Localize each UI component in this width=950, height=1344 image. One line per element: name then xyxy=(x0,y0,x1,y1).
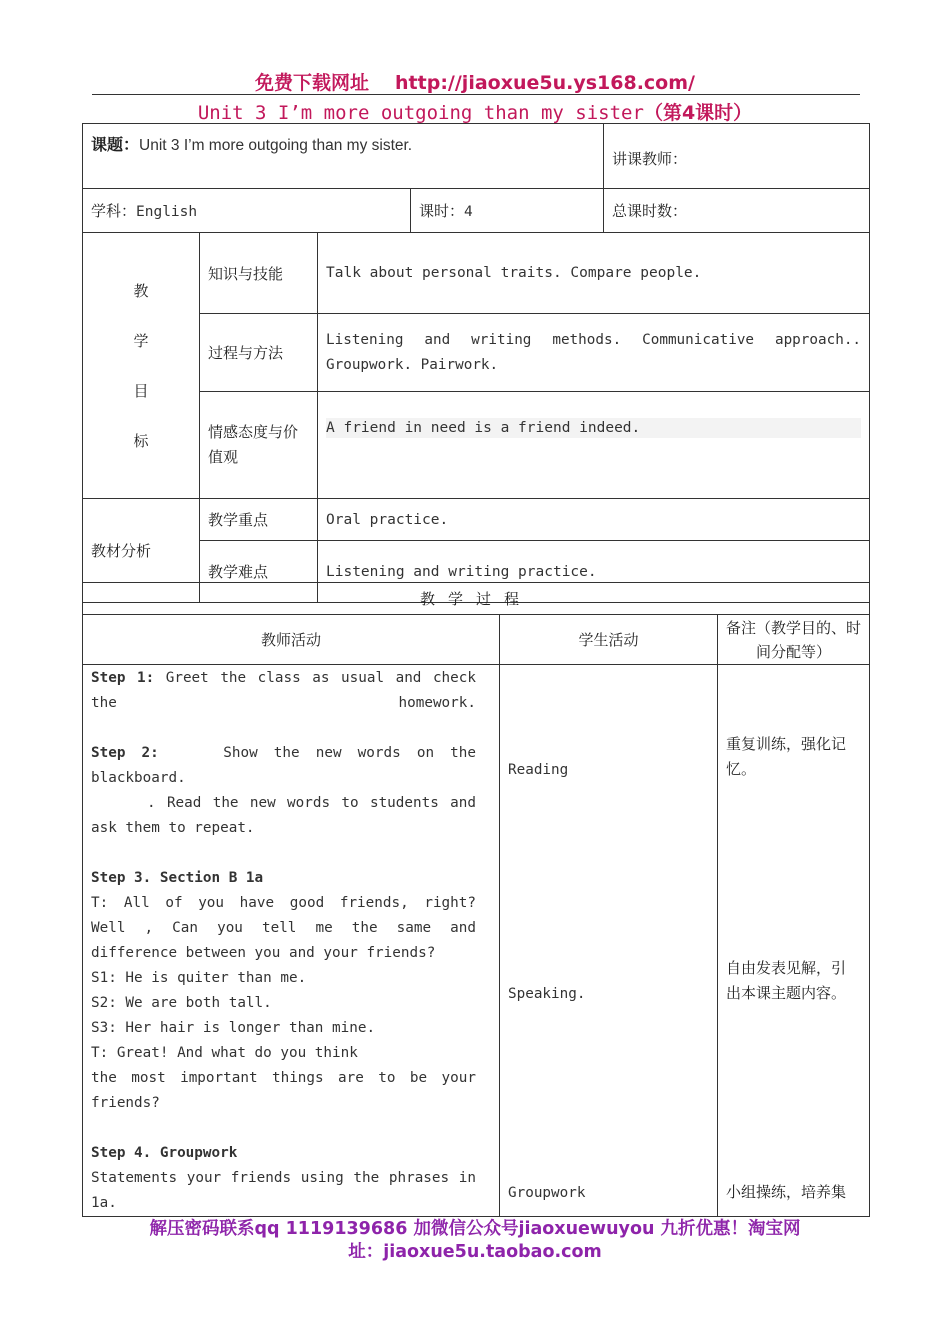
footer-line-2[interactable]: 址：jiaoxue5u.taobao.com xyxy=(348,1242,602,1262)
footer-line-1: 解压密码联系qq 1119139686 加微信公众号jiaoxuewuyou 九折优惠！淘宝网 xyxy=(149,1219,801,1239)
objective-label: 知识与技能 xyxy=(200,233,318,314)
analysis-section: 教材分析 xyxy=(83,499,200,603)
period-cell xyxy=(411,189,604,233)
step-3-line: T: All of you have good friends, right? xyxy=(91,895,476,911)
step-2-body-b: . Read the new words to students and ask them to repeat. xyxy=(91,795,476,836)
step-3-line: the most important things are to be your xyxy=(91,1070,476,1086)
note-text: 小组操练，培养集 xyxy=(726,1183,847,1201)
topic-label: 课题： xyxy=(91,135,140,154)
step-1-body: Greet the class as usual and check the homework. xyxy=(91,670,476,711)
objectives-char: 目 xyxy=(133,381,149,400)
lesson-title xyxy=(0,98,950,125)
process-title: 教学过程 xyxy=(83,583,870,615)
col-student-header: 学生活动 xyxy=(500,615,718,665)
footer-contact xyxy=(0,1218,950,1264)
objective-value-cell xyxy=(318,392,870,499)
topic-cell xyxy=(83,124,604,189)
process-table xyxy=(82,582,870,1217)
lesson-plan-table xyxy=(82,123,870,603)
download-header xyxy=(0,68,950,95)
analysis-label: 教学难点 xyxy=(200,541,318,603)
student-activity: Reading xyxy=(508,762,569,778)
period-label: 课时： xyxy=(419,202,465,220)
note-cell xyxy=(718,665,870,1217)
step-3-line: S3: Her hair is longer than mine. xyxy=(91,1020,376,1036)
teacher-cell xyxy=(604,124,870,189)
step-2 xyxy=(91,741,476,791)
analysis-label: 教学重点 xyxy=(200,499,318,541)
objectives-section xyxy=(83,233,200,499)
student-activity-cell xyxy=(500,665,718,1217)
step-1 xyxy=(91,666,476,716)
analysis-value: Listening and writing practice. xyxy=(318,541,870,603)
objectives-char: 学 xyxy=(133,331,149,350)
objective-value: Listening and writing methods. Communicative approach.. Groupwork. Pairwork. xyxy=(318,314,870,392)
step-4-line: 1a. xyxy=(91,1195,117,1211)
objective-value: A friend in need is a friend indeed. xyxy=(326,418,861,438)
step-3-line: T: Great! And what do you think xyxy=(91,1045,358,1061)
objective-label: 过程与方法 xyxy=(200,314,318,392)
step-2-body-a: Show the new words on the blackboard. xyxy=(91,745,476,786)
total-period-label: 总课时数： xyxy=(612,202,688,220)
lesson-title-cn: （第4课时） xyxy=(643,102,753,124)
step-1-head: Step 1: xyxy=(91,670,155,686)
student-activity: Groupwork xyxy=(508,1185,586,1201)
step-2-head: Step 2: xyxy=(91,745,159,761)
objectives-char: 标 xyxy=(133,431,149,450)
subject-value: English xyxy=(136,204,198,220)
col-note-header: 备注（教学目的、时间分配等） xyxy=(718,615,870,665)
topic-value: Unit 3 I’m more outgoing than my sister. xyxy=(139,137,413,154)
objectives-char: 教 xyxy=(133,281,149,300)
objective-value: Talk about personal traits. Compare people. xyxy=(318,233,870,314)
step-3-line: S1: He is quiter than me. xyxy=(91,970,307,986)
lesson-title-en: Unit 3 I’m more outgoing than my sister xyxy=(197,102,644,124)
note-text: 自由发表见解，引出本课主题内容。 xyxy=(726,959,847,1002)
objective-label: 情感态度与价值观 xyxy=(200,392,318,499)
step-3-line: S2: We are both tall. xyxy=(91,995,272,1011)
note-text: 重复训练，强化记忆。 xyxy=(726,735,847,778)
col-teacher-header: 教师活动 xyxy=(83,615,500,665)
step-3-line: friends? xyxy=(91,1095,160,1111)
teacher-label: 讲课教师： xyxy=(612,149,688,168)
step-4-line: Statements your friends using the phrases in xyxy=(91,1170,476,1186)
subject-cell xyxy=(83,189,411,233)
step-4-head: Step 4. Groupwork xyxy=(91,1145,238,1161)
total-period-cell xyxy=(604,189,870,233)
step-3-line: Well , Can you tell me the same and xyxy=(91,920,476,936)
free-download-label: 免费下载网址 xyxy=(255,72,370,94)
period-value: 4 xyxy=(464,204,473,220)
student-activity: Speaking. xyxy=(508,986,586,1002)
subject-label: 学科： xyxy=(91,202,137,220)
analysis-value: Oral practice. xyxy=(318,499,870,541)
teacher-activity-cell xyxy=(83,665,500,1217)
header-divider xyxy=(92,94,860,95)
step-3-line: difference between you and your friends? xyxy=(91,945,436,961)
step-3-head: Step 3. Section B 1a xyxy=(91,870,264,886)
download-url-link[interactable]: http://jiaoxue5u.ys168.com/ xyxy=(395,72,695,94)
